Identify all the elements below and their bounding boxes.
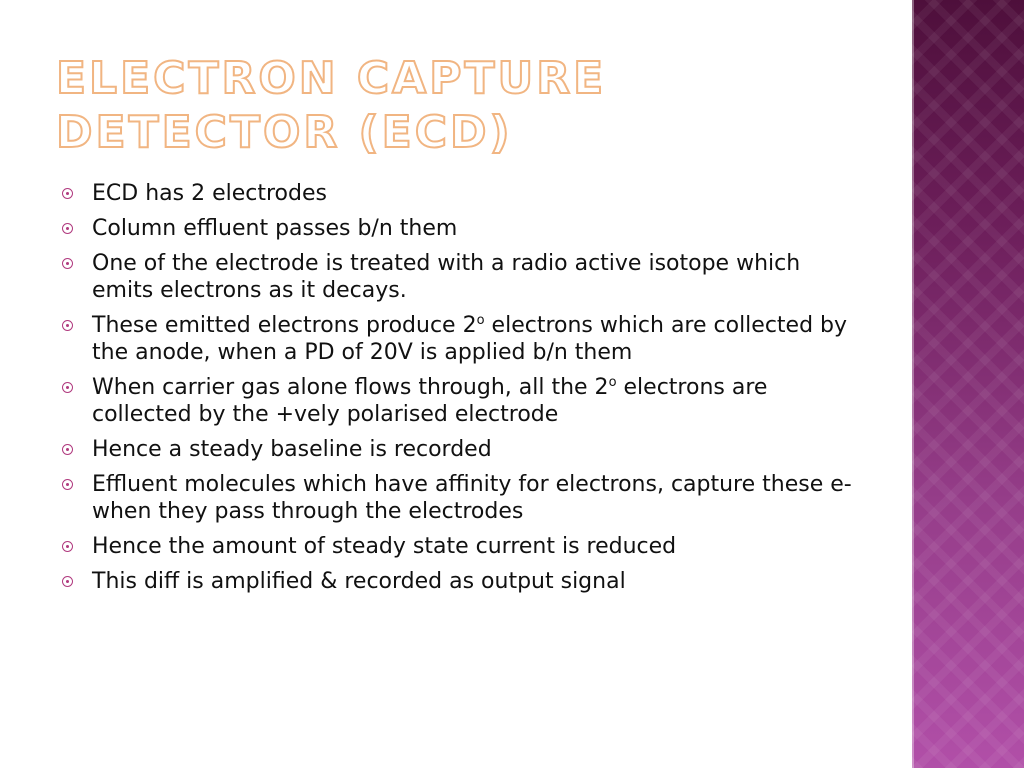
bullet-text: ECD has 2 electrodes bbox=[92, 181, 327, 206]
circled-dot-bullet-icon bbox=[62, 382, 73, 393]
bullet-text: Effluent molecules which have affinity for electrons, capture these e- when they pass through the electrodes bbox=[92, 472, 852, 524]
bullet-text-part: These emitted electrons produce 2 bbox=[92, 313, 477, 338]
circled-dot-bullet-icon bbox=[62, 576, 73, 587]
bullet-item bbox=[62, 471, 862, 525]
circled-dot-bullet-icon bbox=[62, 223, 73, 234]
bullet-item bbox=[62, 250, 862, 304]
slide-title: ELECTRON CAPTURE DETECTOR (ECD) bbox=[56, 53, 607, 158]
bullet-text: Hence a steady baseline is recorded bbox=[92, 437, 492, 462]
circled-dot-bullet-icon bbox=[62, 258, 73, 269]
bullet-list bbox=[62, 180, 862, 603]
degree-superscript: o bbox=[608, 375, 617, 390]
decorative-side-band bbox=[912, 0, 1024, 768]
circled-dot-bullet-icon bbox=[62, 188, 73, 199]
bullet-item bbox=[62, 180, 862, 207]
bullet-item bbox=[62, 568, 862, 595]
degree-superscript: o bbox=[476, 313, 485, 328]
side-band-edge-line bbox=[912, 0, 914, 768]
bullet-item bbox=[62, 374, 862, 428]
circled-dot-bullet-icon bbox=[62, 320, 73, 331]
bullet-text: Hence the amount of steady state current is reduced bbox=[92, 534, 677, 559]
bullet-item bbox=[62, 436, 862, 463]
bullet-text-part: electrons which are collected by the anode, when a PD of 20V is applied b/n them bbox=[92, 313, 848, 365]
circled-dot-bullet-icon bbox=[62, 541, 73, 552]
bullet-text: This diff is amplified & recorded as output signal bbox=[92, 569, 626, 594]
circled-dot-bullet-icon bbox=[62, 479, 73, 490]
bullet-item bbox=[62, 533, 862, 560]
bullet-text-part: When carrier gas alone flows through, all the 2 bbox=[92, 375, 609, 400]
bullet-item bbox=[62, 312, 862, 366]
bullet-text: One of the electrode is treated with a radio active isotope which emits electrons as it decays. bbox=[92, 251, 801, 303]
bullet-item bbox=[62, 215, 862, 242]
bullet-text-part: electrons are collected by the +vely polarised electrode bbox=[92, 375, 768, 427]
circled-dot-bullet-icon bbox=[62, 444, 73, 455]
bullet-text: Column effluent passes b/n them bbox=[92, 216, 458, 241]
